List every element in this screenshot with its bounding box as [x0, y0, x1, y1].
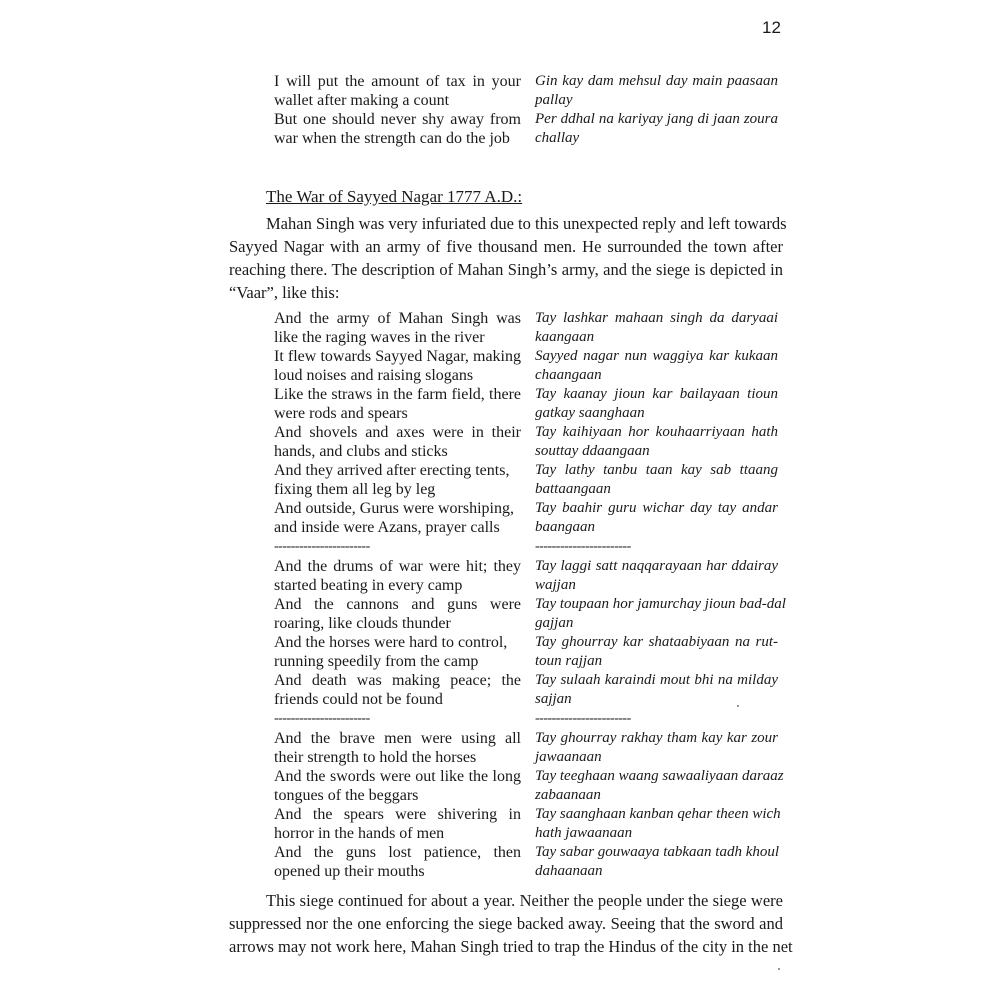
scan-speck [778, 968, 780, 970]
stanza-1-punjabi-line: kaangaan [535, 329, 595, 345]
page-number: 12 [762, 18, 781, 37]
stanza-3-punjabi-line: Tay ghourray rakhay tham kay kar zour [535, 730, 778, 746]
verse-english-line: wallet after making a count [274, 92, 450, 109]
stanza-3-punjabi-line: Tay sabar gouwaaya tabkaan tadh khoul [535, 844, 780, 860]
stanza-2-english-line: started beating in every camp [274, 577, 463, 594]
stanza-2-punjabi-line: gajjan [535, 615, 574, 631]
verse-punjabi-line: pallay [535, 92, 573, 108]
stanza-2-english-line: friends could not be found [274, 691, 443, 708]
stanza-2-english-line: And the cannons and guns were [274, 596, 521, 613]
stanza-1-english-line: And shovels and axes were in their [274, 424, 521, 441]
stanza-1-english-line: fixing them all leg by leg [274, 481, 436, 498]
stanza-3-punjabi-line: zabaanaan [535, 787, 601, 803]
stanza-separator: ----------------------- [535, 711, 631, 726]
scan-speck [737, 705, 739, 707]
stanza-3-english-line: their strength to hold the horses [274, 749, 477, 766]
stanza-3-english-line: horror in the hands of men [274, 825, 445, 842]
verse-english-line: But one should never shy away from [274, 111, 521, 128]
verse-english-line: war when the strength can do the job [274, 130, 510, 147]
stanza-3-punjabi-line: jawaanaan [535, 749, 602, 765]
stanza-1-punjabi-line: baangaan [535, 519, 595, 535]
stanza-3-english-line: tongues of the beggars [274, 787, 419, 804]
stanza-1-english-line: It flew towards Sayyed Nagar, making [274, 348, 521, 365]
stanza-2-english-line: And the drums of war were hit; they [274, 558, 521, 575]
stanza-1-punjabi-line: Tay kaanay jioun kar bailayaan tioun [535, 386, 778, 402]
verse-english-line: I will put the amount of tax in your [274, 73, 521, 90]
stanza-1-english-line: And outside, Gurus were worshiping, [274, 500, 514, 517]
stanza-2-punjabi-line: toun rajjan [535, 653, 603, 669]
stanza-1-english-line: like the raging waves in the river [274, 329, 485, 346]
stanza-2-english-line: And the horses were hard to control, [274, 634, 508, 651]
paragraph-line: Mahan Singh was very infuriated due to this unexpected reply and left towards [266, 214, 787, 233]
stanza-1-english-line: loud noises and raising slogans [274, 367, 474, 384]
stanza-3-english-line: opened up their mouths [274, 863, 425, 880]
stanza-separator: ----------------------- [274, 711, 370, 726]
stanza-1-punjabi-line: Tay lashkar mahaan singh da daryaai [535, 310, 778, 326]
paragraph-line: arrows may not work here, Mahan Singh tried to trap the Hindus of the city in the net [229, 937, 793, 956]
stanza-2-punjabi-line: Tay laggi satt naqqarayaan har ddairay [535, 558, 778, 574]
stanza-1-punjabi-line: Tay kaihiyaan hor kouhaarriyaan hath [535, 424, 778, 440]
paragraph-line: “Vaar”, like this: [229, 283, 340, 302]
stanza-2-punjabi-line: sajjan [535, 691, 572, 707]
verse-punjabi-line: Gin kay dam mehsul day main paasaan [535, 73, 778, 89]
stanza-1-english-line: Like the straws in the farm field, there [274, 386, 521, 403]
stanza-3-english-line: And the swords were out like the long [274, 768, 521, 785]
stanza-1-punjabi-line: Tay baahir guru wichar day tay andar [535, 500, 778, 516]
stanza-3-english-line: And the spears were shivering in [274, 806, 521, 823]
stanza-1-punjabi-line: chaangaan [535, 367, 602, 383]
stanza-1-punjabi-line: Sayyed nagar nun waggiya kar kukaan [535, 348, 778, 364]
verse-punjabi-line: Per ddhal na kariyay jang di jaan zoura [535, 111, 778, 127]
stanza-1-punjabi-line: gatkay saanghaan [535, 405, 645, 421]
stanza-1-english-line: were rods and spears [274, 405, 408, 422]
stanza-1-english-line: hands, and clubs and sticks [274, 443, 448, 460]
stanza-separator: ----------------------- [274, 539, 370, 554]
paragraph-line: This siege continued for about a year. Neither the people under the siege were [266, 891, 783, 910]
stanza-3-english-line: And the brave men were using all [274, 730, 521, 747]
stanza-2-english-line: roaring, like clouds thunder [274, 615, 451, 632]
closing-paragraph [229, 889, 793, 958]
stanza-1-english-line: And the army of Mahan Singh was [274, 310, 521, 327]
stanza-3-punjabi-line: Tay saanghaan kanban qehar theen wich [535, 806, 781, 822]
stanza-1-punjabi-line: battaangaan [535, 481, 611, 497]
stanza-2-english-line: running speedily from the camp [274, 653, 479, 670]
stanza-2-english-line: And death was making peace; the [274, 672, 521, 689]
stanza-3-punjabi-line: hath jawaanaan [535, 825, 633, 841]
stanza-separator: ----------------------- [535, 539, 631, 554]
stanza-3-punjabi-line: dahaanaan [535, 863, 603, 879]
paragraph-line: reaching there. The description of Mahan Singh’s army, and the siege is depicted in [229, 260, 783, 279]
paragraph-line: suppressed nor the one enforcing the siege backed away. Seeing that the sword and [229, 914, 783, 933]
stanza-1-english-line: And they arrived after erecting tents, [274, 462, 510, 479]
section-heading: The War of Sayyed Nagar 1777 A.D.: [266, 187, 523, 206]
stanza-3-punjabi-line: Tay teeghaan waang sawaaliyaan daraaz [535, 768, 784, 784]
intro-paragraph [229, 212, 787, 304]
stanza-1-punjabi-line: souttay ddaangaan [535, 443, 650, 459]
paragraph-line: Sayyed Nagar with an army of five thousand men. He surrounded the town after [229, 237, 783, 256]
stanza-1-punjabi-line: Tay lathy tanbu taan kay sab ttaang [535, 462, 778, 478]
verse-punjabi-line: challay [535, 130, 580, 146]
stanza-3-english-line: And the guns lost patience, then [274, 844, 521, 861]
stanza-2-punjabi-line: wajjan [535, 577, 576, 593]
stanza-2-punjabi-line: Tay sulaah karaindi mout bhi na milday [535, 672, 778, 688]
stanza-2-punjabi-line: Tay ghourray kar shataabiyaan na rut- [535, 634, 778, 650]
stanza-2-punjabi-line: Tay toupaan hor jamurchay jioun bad-dal [535, 596, 786, 612]
stanza-1-english-line: and inside were Azans, prayer calls [274, 519, 500, 536]
